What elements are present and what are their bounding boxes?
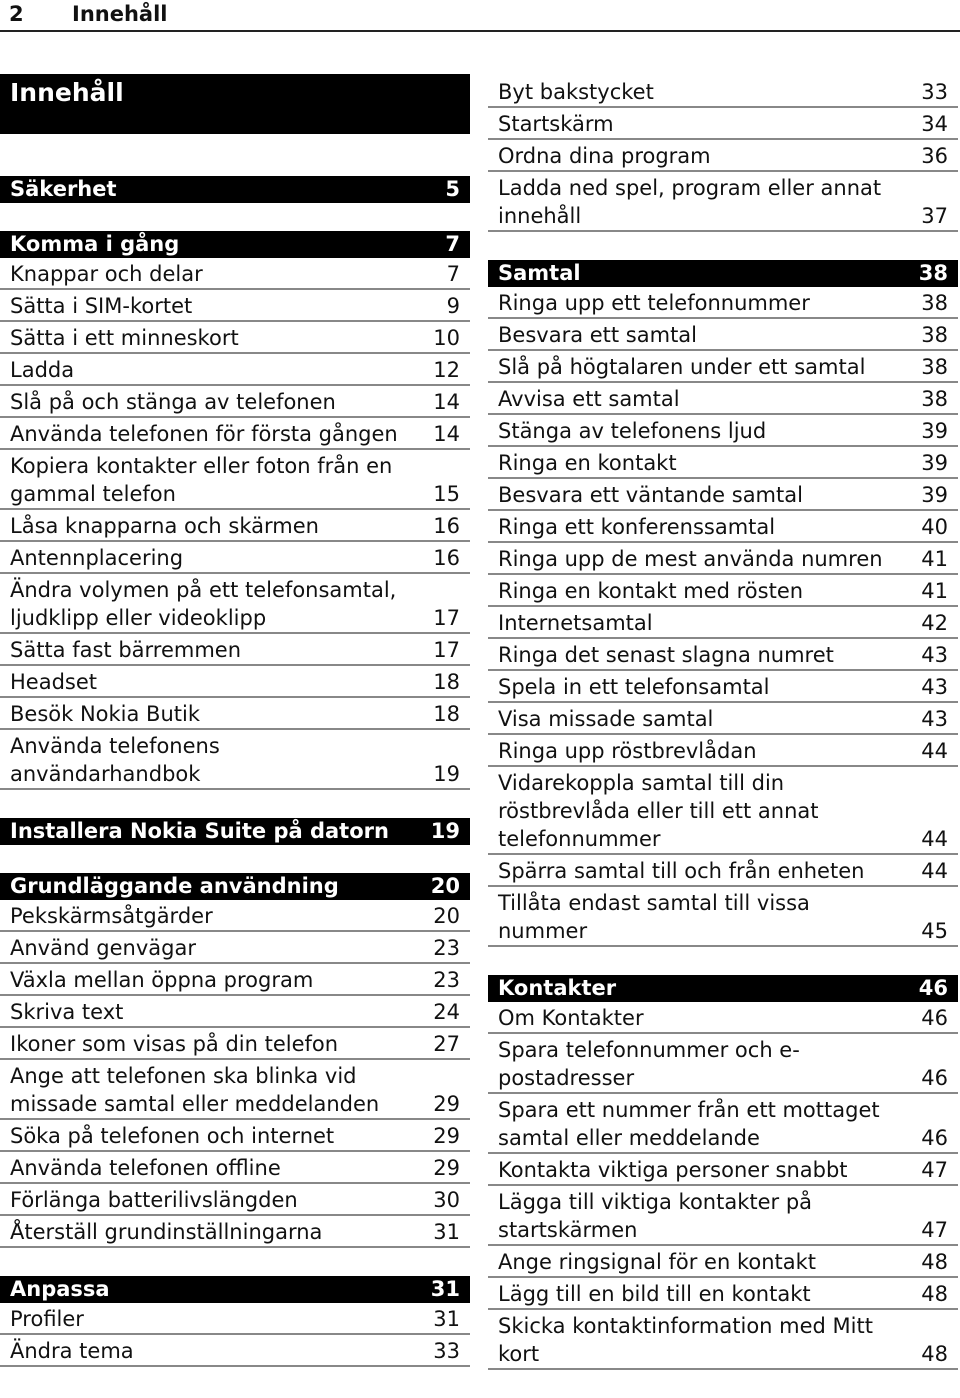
toc-entry[interactable] xyxy=(488,1311,958,1370)
entry-page: 33 xyxy=(921,80,948,104)
page-header xyxy=(0,0,960,32)
toc-entry[interactable] xyxy=(0,511,470,542)
entry-title: Spara ett nummer från ett mottaget samtal eller meddelande xyxy=(498,1098,880,1150)
entry-title: Ringa ett konferenssamtal xyxy=(498,515,776,539)
entry-title: Ordna dina program xyxy=(498,144,711,168)
entry-title: Vidarekoppla samtal till din röstbrevlåda eller till ett annat telefonnummer xyxy=(498,771,819,851)
toc-left-column xyxy=(0,74,470,1395)
entry-page: 34 xyxy=(921,112,948,136)
entry-page: 24 xyxy=(433,1000,460,1024)
entry-title: Ringa en kontakt med rösten xyxy=(498,579,804,603)
toc-section xyxy=(0,818,470,845)
toc-section xyxy=(488,77,958,232)
entry-title: Återställ grundinställningarna xyxy=(10,1220,323,1244)
entry-page: 47 xyxy=(921,1158,948,1182)
entry-page: 43 xyxy=(921,643,948,667)
entry-title: Sätta fast bärremmen xyxy=(10,638,242,662)
section-heading[interactable] xyxy=(0,176,470,203)
right-sections xyxy=(488,77,958,1370)
running-title: Innehåll xyxy=(72,2,168,26)
toc-entry[interactable] xyxy=(488,1003,958,1034)
toc-entry[interactable] xyxy=(0,575,470,634)
entry-page: 12 xyxy=(433,358,460,382)
toc-entry[interactable] xyxy=(0,355,470,386)
toc-entry[interactable] xyxy=(0,933,470,964)
entry-title: Lägga till viktiga kontakter på startskärmen xyxy=(498,1190,813,1242)
entry-page: 16 xyxy=(433,546,460,570)
toc-entry[interactable] xyxy=(0,419,470,450)
entry-title: Skriva text xyxy=(10,1000,124,1024)
entry-title: Ändra tema xyxy=(10,1339,134,1363)
entry-page: 38 xyxy=(921,355,948,379)
section-title: Samtal xyxy=(498,261,581,285)
left-sections xyxy=(0,176,470,1367)
toc-entry[interactable] xyxy=(0,731,470,790)
toc-entry[interactable] xyxy=(0,1304,470,1335)
entry-page: 46 xyxy=(921,1126,948,1150)
entry-title: Skicka kontaktinformation med Mitt kort xyxy=(498,1314,873,1366)
entry-title: Besvara ett samtal xyxy=(498,323,698,347)
toc-entry[interactable] xyxy=(488,1247,958,1278)
toc-entry[interactable] xyxy=(488,576,958,607)
entry-title: Söka på telefonen och internet xyxy=(10,1124,335,1148)
toc-entry[interactable] xyxy=(0,965,470,996)
section-title: Säkerhet xyxy=(10,177,117,201)
section-page: 19 xyxy=(430,819,460,843)
entry-title: Byt bakstycket xyxy=(498,80,654,104)
entry-page: 29 xyxy=(433,1124,460,1148)
entry-page: 39 xyxy=(921,483,948,507)
toc-entry[interactable] xyxy=(0,259,470,290)
entry-page: 18 xyxy=(433,702,460,726)
entry-title: Spärra samtal till och från enheten xyxy=(498,859,865,883)
entry-title: Avvisa ett samtal xyxy=(498,387,680,411)
entry-title: Ringa det senast slagna numret xyxy=(498,643,834,667)
entry-title: Ange ringsignal för en kontakt xyxy=(498,1250,817,1274)
toc-entry[interactable] xyxy=(0,1153,470,1184)
entry-page: 23 xyxy=(433,936,460,960)
entry-page: 14 xyxy=(433,390,460,414)
entry-title: Visa missade samtal xyxy=(498,707,714,731)
entry-title: Om Kontakter xyxy=(498,1006,644,1030)
entry-title: Besvara ett väntande samtal xyxy=(498,483,803,507)
toc-entry[interactable] xyxy=(488,1035,958,1094)
entry-title: Antennplacering xyxy=(10,546,184,570)
entry-page: 19 xyxy=(433,762,460,786)
section-title: Installera Nokia Suite på datorn xyxy=(10,819,389,843)
entry-title: Låsa knapparna och skärmen xyxy=(10,514,319,538)
entry-title: Ringa upp ett telefonnummer xyxy=(498,291,810,315)
entry-page: 31 xyxy=(433,1307,460,1331)
toc-section xyxy=(0,873,470,1248)
entry-page: 7 xyxy=(446,262,460,286)
section-title: Kontakter xyxy=(498,976,617,1000)
section-page: 5 xyxy=(445,177,460,201)
toc-entry[interactable] xyxy=(488,173,958,232)
toc-entry[interactable] xyxy=(0,699,470,730)
entry-title: Lägg till en bild till en kontakt xyxy=(498,1282,811,1306)
entry-page: 43 xyxy=(921,675,948,699)
entry-page: 48 xyxy=(921,1250,948,1274)
toc-entry[interactable] xyxy=(488,888,958,947)
entry-page: 38 xyxy=(921,387,948,411)
entry-page: 47 xyxy=(921,1218,948,1242)
entry-page: 29 xyxy=(433,1156,460,1180)
toc-section xyxy=(488,260,958,947)
toc-entry[interactable] xyxy=(488,768,958,855)
entry-page: 17 xyxy=(433,606,460,630)
toc-entry[interactable] xyxy=(488,448,958,479)
entry-title: Headset xyxy=(10,670,98,694)
entry-title: Ringa en kontakt xyxy=(498,451,677,475)
entry-title: Ladda xyxy=(10,358,75,382)
entry-title: Ringa upp röstbrevlådan xyxy=(498,739,757,763)
entry-page: 14 xyxy=(433,422,460,446)
toc-entry[interactable] xyxy=(0,323,470,354)
toc-entry[interactable] xyxy=(488,384,958,415)
entry-page: 40 xyxy=(921,515,948,539)
entry-page: 39 xyxy=(921,419,948,443)
entry-title: Ladda ned spel, program eller annat innehåll xyxy=(498,176,882,228)
entry-title: Förlänga batterilivslängden xyxy=(10,1188,298,1212)
entry-title: Pekskärmsåtgärder xyxy=(10,904,213,928)
toc-entry[interactable] xyxy=(488,1155,958,1186)
entry-title: Spara telefonnummer och e- postadresser xyxy=(498,1038,800,1090)
toc-entry[interactable] xyxy=(0,1121,470,1152)
toc-entry[interactable] xyxy=(0,291,470,322)
toc-entry[interactable] xyxy=(488,608,958,639)
toc-title: Innehåll xyxy=(0,74,470,134)
entry-page: 44 xyxy=(921,827,948,851)
entry-page: 46 xyxy=(921,1006,948,1030)
entry-page: 31 xyxy=(433,1220,460,1244)
toc-entry[interactable] xyxy=(488,544,958,575)
entry-page: 16 xyxy=(433,514,460,538)
entry-page: 37 xyxy=(921,204,948,228)
entry-page: 48 xyxy=(921,1282,948,1306)
toc-entry[interactable] xyxy=(0,1336,470,1367)
entry-title: Ikoner som visas på din telefon xyxy=(10,1032,339,1056)
entry-page: 44 xyxy=(921,859,948,883)
section-page: 38 xyxy=(918,261,948,285)
toc-entry[interactable] xyxy=(488,856,958,887)
entry-title: Ange att telefonen ska blinka vid missade samtal eller meddelanden xyxy=(10,1064,380,1116)
entry-title: Ringa upp de mest använda numren xyxy=(498,547,883,571)
toc-section xyxy=(0,176,470,203)
entry-page: 44 xyxy=(921,739,948,763)
toc-entry[interactable] xyxy=(0,543,470,574)
section-heading[interactable] xyxy=(0,818,470,845)
entry-page: 17 xyxy=(433,638,460,662)
entry-title: Ändra volymen på ett telefonsamtal, ljudklipp eller videoklipp xyxy=(10,578,397,630)
entry-page: 36 xyxy=(921,144,948,168)
entry-page: 38 xyxy=(921,291,948,315)
entry-page: 45 xyxy=(921,919,948,943)
toc-entry[interactable] xyxy=(488,512,958,543)
section-page: 31 xyxy=(430,1277,460,1301)
section-heading[interactable] xyxy=(488,975,958,1002)
entry-title: Spela in ett telefonsamtal xyxy=(498,675,770,699)
toc-entry[interactable] xyxy=(488,77,958,108)
entry-page: 33 xyxy=(433,1339,460,1363)
entry-title: Besök Nokia Butik xyxy=(10,702,200,726)
entry-title: Sätta i ett minneskort xyxy=(10,326,239,350)
entry-page: 46 xyxy=(921,1066,948,1090)
toc-entry[interactable] xyxy=(488,352,958,383)
entry-title: Använd genvägar xyxy=(10,936,196,960)
section-heading[interactable] xyxy=(488,260,958,287)
toc-entry[interactable] xyxy=(0,1029,470,1060)
entry-page: 23 xyxy=(433,968,460,992)
section-page: 7 xyxy=(445,232,460,256)
toc-entry[interactable] xyxy=(0,1185,470,1216)
entry-page: 41 xyxy=(921,547,948,571)
toc-entry[interactable] xyxy=(0,451,470,510)
entry-title: Tillåta endast samtal till vissa nummer xyxy=(498,891,810,943)
toc-entry[interactable] xyxy=(488,109,958,140)
entry-title: Kontakta viktiga personer snabbt xyxy=(498,1158,848,1182)
entry-page: 41 xyxy=(921,579,948,603)
section-page: 20 xyxy=(430,874,460,898)
toc-entry[interactable] xyxy=(488,640,958,671)
entry-title: Profiler xyxy=(10,1307,84,1331)
toc-entry[interactable] xyxy=(0,667,470,698)
toc-entry[interactable] xyxy=(0,635,470,666)
entry-page: 42 xyxy=(921,611,948,635)
entry-title: Växla mellan öppna program xyxy=(10,968,314,992)
toc-entry[interactable] xyxy=(488,736,958,767)
entry-page: 43 xyxy=(921,707,948,731)
entry-title: Använda telefonen för första gången xyxy=(10,422,398,446)
section-title: Grundläggande användning xyxy=(10,874,339,898)
entry-title: Internetsamtal xyxy=(498,611,653,635)
entry-page: 27 xyxy=(433,1032,460,1056)
toc-entry[interactable] xyxy=(488,141,958,172)
toc-section xyxy=(0,231,470,790)
toc-entry[interactable] xyxy=(488,1187,958,1246)
entry-page: 15 xyxy=(433,482,460,506)
toc-entry[interactable] xyxy=(0,387,470,418)
entry-title: Slå på högtalaren under ett samtal xyxy=(498,355,866,379)
entry-title: Stänga av telefonens ljud xyxy=(498,419,767,443)
entry-title: Använda telefonen offline xyxy=(10,1156,281,1180)
toc-entry[interactable] xyxy=(488,1095,958,1154)
entry-page: 9 xyxy=(446,294,460,318)
toc-entry[interactable] xyxy=(488,1279,958,1310)
entry-title: Använda telefonens användarhandbok xyxy=(10,734,220,786)
entry-title: Sätta i SIM-kortet xyxy=(10,294,193,318)
toc-entry[interactable] xyxy=(0,901,470,932)
entry-page: 18 xyxy=(433,670,460,694)
section-title: Komma i gång xyxy=(10,232,180,256)
toc-entry[interactable] xyxy=(0,1217,470,1248)
entry-title: Startskärm xyxy=(498,112,614,136)
section-page: 46 xyxy=(918,976,948,1000)
toc-entry[interactable] xyxy=(0,997,470,1028)
toc-entry[interactable] xyxy=(488,480,958,511)
toc-entry[interactable] xyxy=(0,1061,470,1120)
toc-right-column xyxy=(488,76,958,1398)
entry-title: Knappar och delar xyxy=(10,262,203,286)
entry-title: Slå på och stänga av telefonen xyxy=(10,390,336,414)
section-heading[interactable] xyxy=(0,1276,470,1303)
toc-section xyxy=(0,1276,470,1367)
page-number: 2 xyxy=(9,2,24,26)
entry-page: 38 xyxy=(921,323,948,347)
entry-title: Kopiera kontakter eller foton från en gammal telefon xyxy=(10,454,393,506)
section-heading[interactable] xyxy=(0,873,470,900)
toc-section xyxy=(488,975,958,1370)
toc-entry[interactable] xyxy=(488,672,958,703)
entry-page: 39 xyxy=(921,451,948,475)
toc-entry[interactable] xyxy=(488,416,958,447)
entry-page: 48 xyxy=(921,1342,948,1366)
toc-entry[interactable] xyxy=(488,320,958,351)
entry-page: 29 xyxy=(433,1092,460,1116)
section-heading[interactable] xyxy=(0,231,470,258)
section-title: Anpassa xyxy=(10,1277,110,1301)
entry-page: 10 xyxy=(433,326,460,350)
toc-entry[interactable] xyxy=(488,288,958,319)
toc-entry[interactable] xyxy=(488,704,958,735)
entry-page: 20 xyxy=(433,904,460,928)
entry-page: 30 xyxy=(433,1188,460,1212)
